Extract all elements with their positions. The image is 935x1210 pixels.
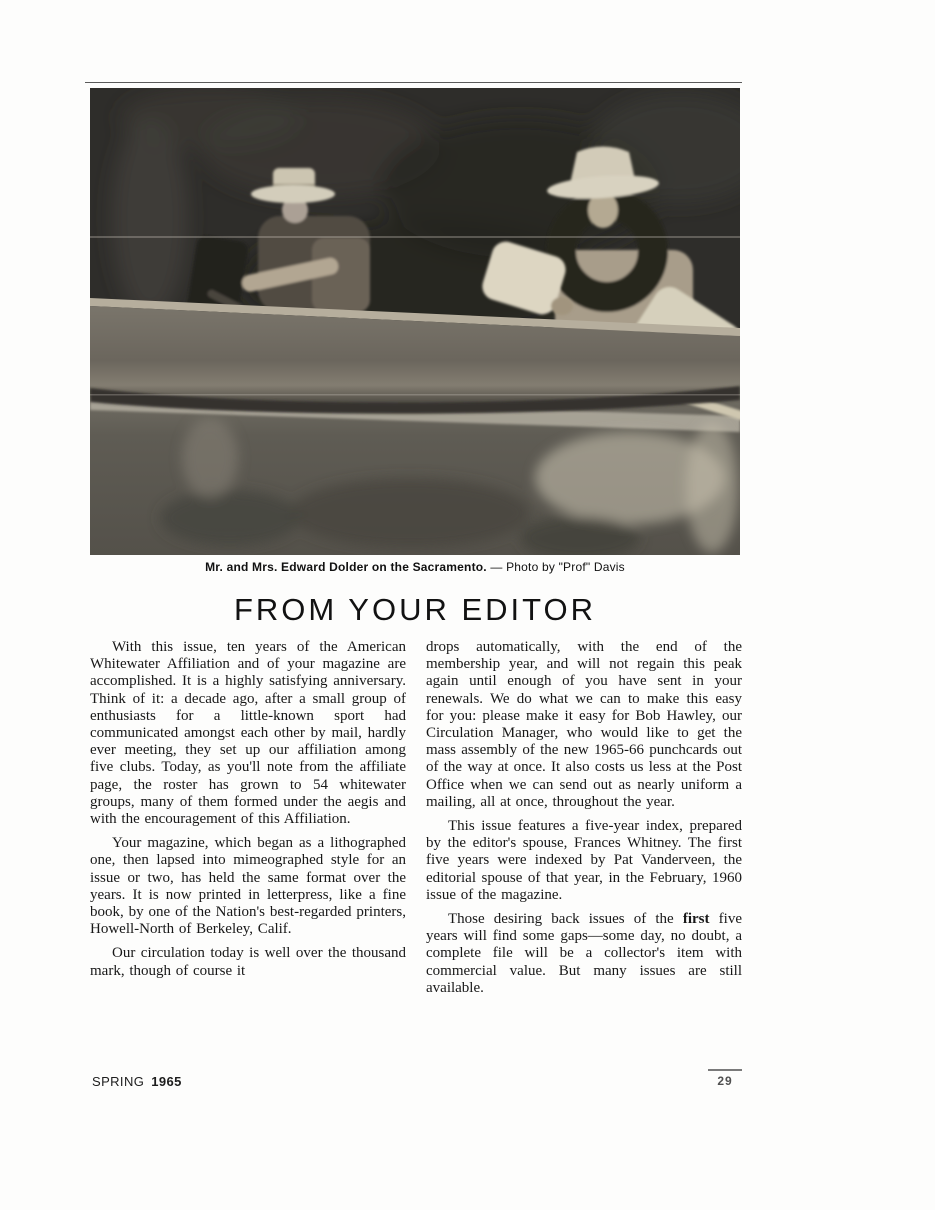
page-number-block [708, 1069, 742, 1088]
paragraph: This issue features a five-year index, prepared by the editor's spouse, Frances Whitney. The first five years were indexed by Pat Vanderveen, the editorial spouse of that year, in the February, 1960 issue of the magazine. [426, 818, 742, 903]
paragraph: drops automatically, with the end of the membership year, and will not regain this peak again until enough of you have sent in your renewals. We do what we can to make this easy for you: please make it easy for Bob Hawley, our Circulation Manager, who would like to get the mass assembly of the new 1965-66 punchcards out of the way at once. It also costs us less at the Post Office when we can send out as nearly uniform a mailing, all at once, throughout the year. [426, 639, 742, 810]
photo-caption-credit: — Photo by "Prof" Davis [486, 560, 625, 574]
scan-line [90, 236, 740, 238]
left-column [90, 639, 406, 1002]
paragraph: Your magazine, which began as a lithographed one, then lapsed into mimeographed style for an issue or two, has held the same format over the years. It is now printed in letterpress, like a fine book, by one of the Nation's best-regarded printers, Howell-North of Berkeley, Calif. [90, 835, 406, 938]
page-number-rule [708, 1069, 742, 1071]
photo-caption [90, 560, 740, 574]
issue-label [92, 1074, 182, 1089]
page-number: 29 [717, 1074, 733, 1088]
right-column [426, 639, 742, 1002]
article-body [90, 639, 742, 1002]
issue-season: SPRING [92, 1074, 145, 1089]
paragraph-text: five years will find some gaps—some day, no doubt, a complete file will be a collector's item with commercial value. But many issues are still available. [426, 911, 742, 996]
paragraph [426, 911, 742, 997]
top-rule [85, 82, 742, 83]
canoe-photograph [90, 88, 740, 555]
photo-illustration [90, 88, 740, 555]
article-title: FROM YOUR EDITOR [233, 592, 597, 627]
paragraph: Our circulation today is well over the thousand mark, though of course it [90, 945, 406, 979]
paragraph: With this issue, ten years of the American Whitewater Affiliation and of your magazine are accomplished. It is a highly satisfying anniversary. Think of it: a decade ago, after a small group of enthusiasts for a little-known sport had communicated amongst each other by mail, hardly ever meeting, they set up our affiliation among five clubs. Today, as you'll note from the affiliate page, the roster has grown to 54 whitewater groups, many of them formed under the aegis and with the encouragement of this Affiliation. [90, 639, 406, 828]
paragraph-text: Those desiring back issues of the [448, 911, 683, 928]
scan-line [90, 394, 740, 396]
photo-caption-names: Mr. and Mrs. Edward Dolder on the Sacramento. [205, 560, 487, 574]
bold-word: first [682, 911, 710, 928]
issue-year: 1965 [151, 1074, 182, 1089]
